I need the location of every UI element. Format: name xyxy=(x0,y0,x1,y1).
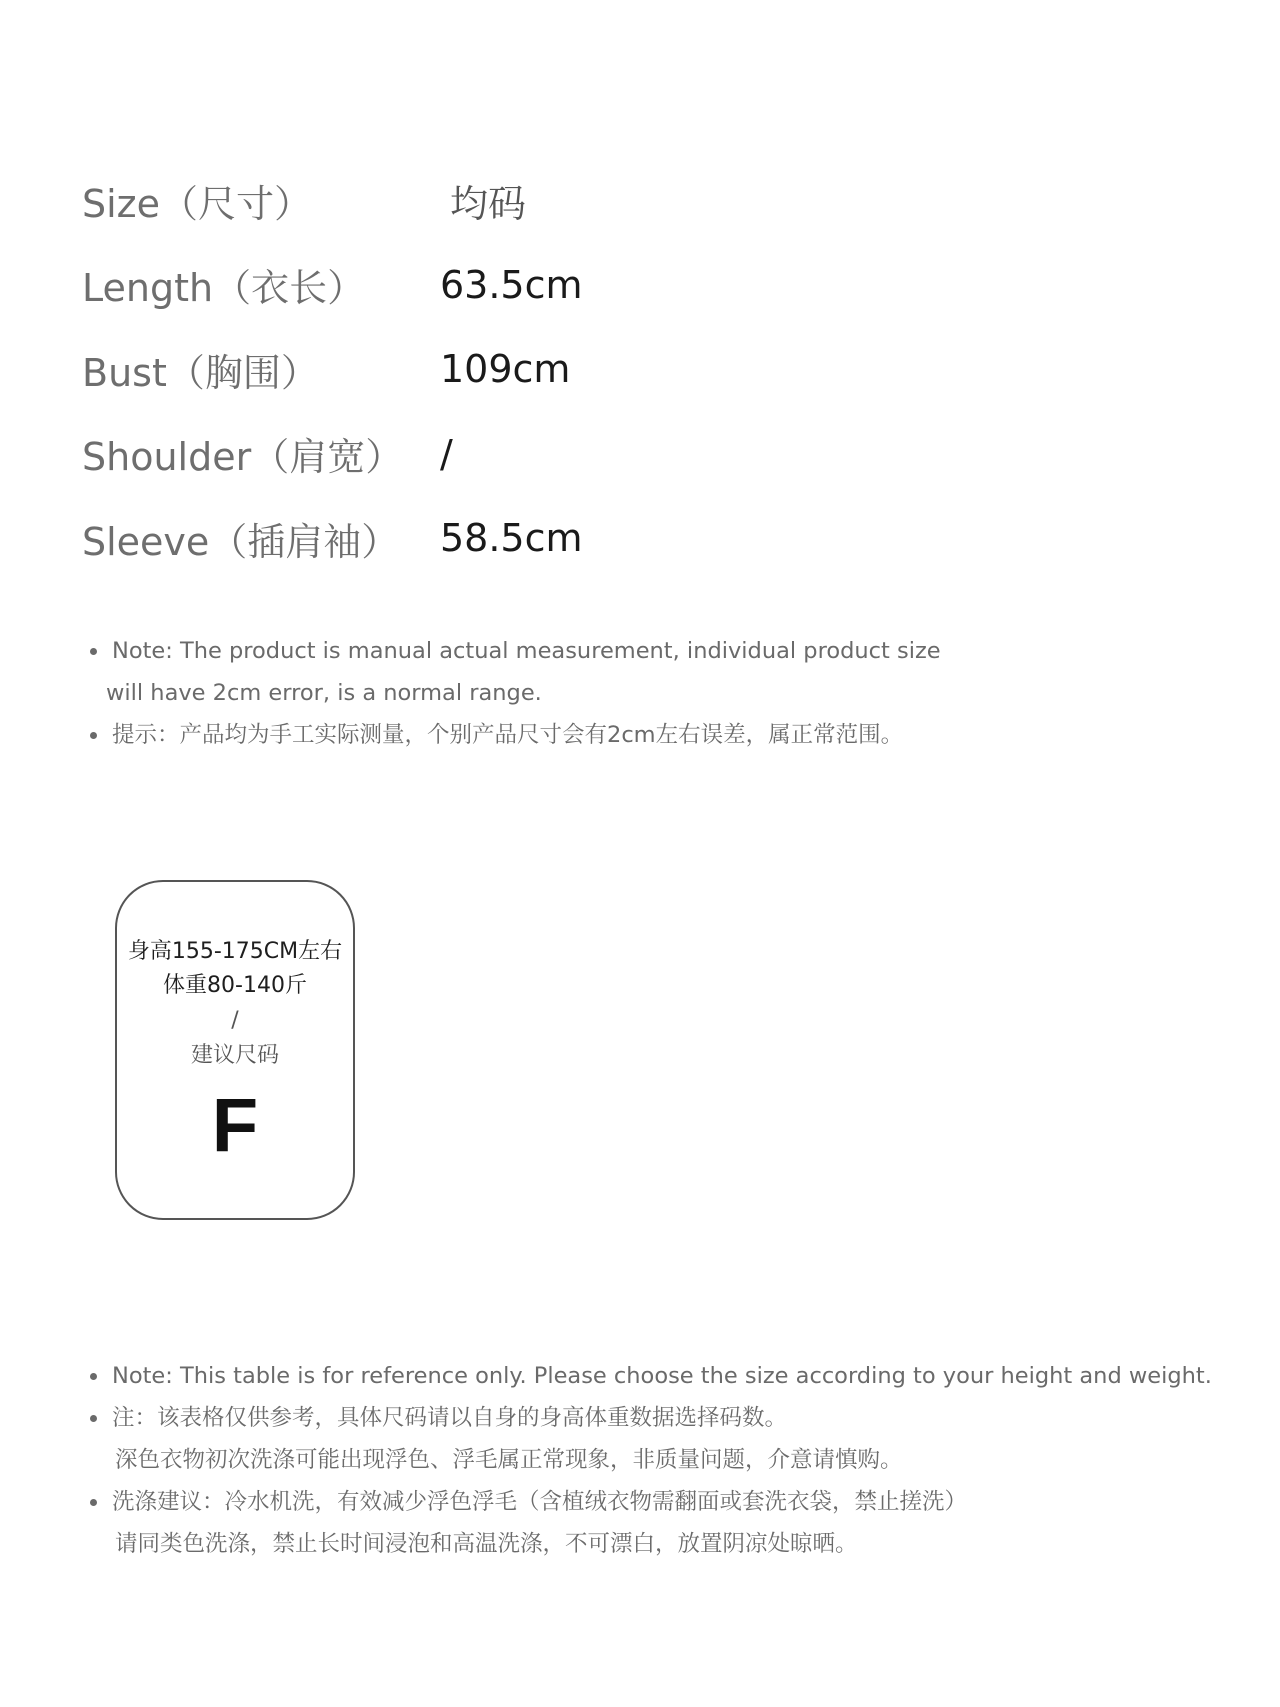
length-value: 63.5cm xyxy=(440,262,583,307)
bust-label: Bust（胸围） xyxy=(82,350,319,395)
separator: / xyxy=(231,1008,239,1033)
size-row-size xyxy=(82,158,782,243)
shoulder-value: / xyxy=(440,431,453,476)
note-en-continued: will have 2cm error, is a normal range. xyxy=(106,680,542,706)
note-cn: 提示：产品均为手工实际测量，个别产品尺寸会有2cm左右误差，属正常范围。 xyxy=(88,714,1228,756)
size-row-bust xyxy=(82,327,782,412)
reference-note-cn: 注：该表格仅供参考，具体尺码请以自身的身高体重数据选择码数。 xyxy=(88,1397,1228,1439)
measurement-notes xyxy=(88,630,1228,756)
bust-value: 109cm xyxy=(440,347,571,392)
sleeve-value: 58.5cm xyxy=(440,516,583,561)
dark-clothing-note: 深色衣物初次洗涤可能出现浮色、浮毛属正常现象，非质量问题，介意请慎购。 xyxy=(115,1447,903,1473)
wash-advice-continued: 请同类色洗涤，禁止长时间浸泡和高温洗涤，不可漂白，放置阴凉处晾晒。 xyxy=(115,1531,858,1557)
size-label: Size（尺寸） xyxy=(82,181,313,226)
suggested-size-label: 建议尺码 xyxy=(190,1043,279,1068)
care-notes xyxy=(88,1355,1228,1565)
size-value: 均码 xyxy=(450,181,527,226)
shoulder-label: Shoulder（肩宽） xyxy=(82,435,404,480)
reference-note-en: Note: This table is for reference only. Please choose the size according to your height and weight. xyxy=(88,1355,1228,1397)
wash-advice: 洗涤建议：冷水机洗，有效减少浮色浮毛（含植绒衣物需翻面或套洗衣袋，禁止搓洗） xyxy=(88,1481,1228,1523)
size-row-sleeve xyxy=(82,496,782,581)
suggested-size: F xyxy=(211,1083,259,1168)
size-row-length xyxy=(82,243,782,328)
length-label: Length（衣长） xyxy=(82,266,366,311)
height-range: 身高155-175CM左右 xyxy=(127,939,343,964)
size-table xyxy=(82,158,782,581)
note-en: Note: The product is manual actual measurement, individual product size xyxy=(88,630,1228,672)
size-row-shoulder xyxy=(82,412,782,497)
weight-range: 体重80-140斤 xyxy=(163,973,307,998)
sleeve-label: Sleeve（插肩袖） xyxy=(82,519,400,564)
size-recommendation-card xyxy=(115,880,355,1220)
